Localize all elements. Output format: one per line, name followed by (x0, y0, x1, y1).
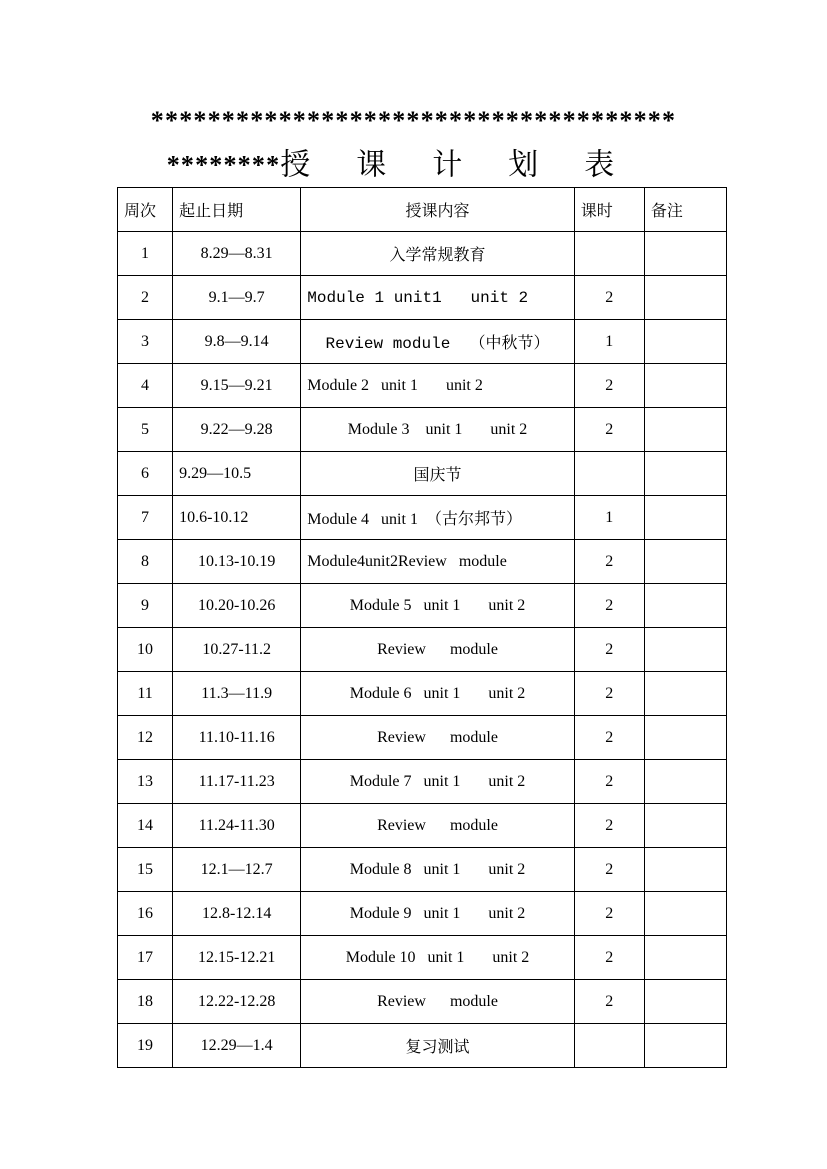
table-row (118, 936, 727, 980)
cell-hours: 1 (574, 320, 644, 364)
cell-dates: 12.1—12.7 (173, 848, 301, 892)
cell-notes (644, 980, 726, 1024)
column-header-dates: 起止日期 (173, 188, 301, 232)
cell-week: 15 (118, 848, 173, 892)
cell-week: 2 (118, 276, 173, 320)
table-row (118, 760, 727, 804)
cell-hours (574, 1024, 644, 1068)
cell-dates: 11.24-11.30 (173, 804, 301, 848)
table-header-row (118, 188, 727, 232)
cell-hours: 2 (574, 848, 644, 892)
cell-notes (644, 452, 726, 496)
cell-content: 复习测试 (301, 1024, 574, 1068)
table-row (118, 496, 727, 540)
cell-week: 14 (118, 804, 173, 848)
cell-notes (644, 276, 726, 320)
cell-notes (644, 232, 726, 276)
cell-dates: 9.29—10.5 (173, 452, 301, 496)
cell-dates: 10.27-11.2 (173, 628, 301, 672)
cell-content: Module 10 unit 1 unit 2 (301, 936, 574, 980)
table-row (118, 804, 727, 848)
cell-week: 11 (118, 672, 173, 716)
table-row (118, 980, 727, 1024)
cell-dates: 10.20-10.26 (173, 584, 301, 628)
cell-content: Review module (301, 804, 574, 848)
table-row (118, 364, 727, 408)
cell-content: Review module (301, 980, 574, 1024)
cell-notes (644, 584, 726, 628)
table-row (118, 584, 727, 628)
cell-dates: 11.17-11.23 (173, 760, 301, 804)
cell-hours: 2 (574, 980, 644, 1024)
title-line (0, 143, 827, 187)
cell-week: 13 (118, 760, 173, 804)
cell-content: 国庆节 (301, 452, 574, 496)
cell-hours: 2 (574, 804, 644, 848)
cell-hours: 1 (574, 496, 644, 540)
cell-week: 3 (118, 320, 173, 364)
cell-dates: 8.29—8.31 (173, 232, 301, 276)
teaching-plan-table (117, 187, 727, 1068)
cell-week: 10 (118, 628, 173, 672)
cell-content: Module 4 unit 1 （古尔邦节） (301, 496, 574, 540)
cell-notes (644, 716, 726, 760)
table-row (118, 540, 727, 584)
cell-dates: 9.22—9.28 (173, 408, 301, 452)
cell-hours: 2 (574, 364, 644, 408)
cell-hours: 2 (574, 760, 644, 804)
cell-notes (644, 1024, 726, 1068)
cell-content: Module 5 unit 1 unit 2 (301, 584, 574, 628)
cell-hours: 2 (574, 672, 644, 716)
table-row (118, 408, 727, 452)
cell-notes (644, 364, 726, 408)
table-row (118, 276, 727, 320)
page-title: 授课计划表 (280, 147, 661, 183)
cell-dates: 12.15-12.21 (173, 936, 301, 980)
cell-notes (644, 848, 726, 892)
cell-content: Module 8 unit 1 unit 2 (301, 848, 574, 892)
cell-content: 入学常规教育 (301, 232, 574, 276)
cell-week: 5 (118, 408, 173, 452)
cell-hours: 2 (574, 892, 644, 936)
cell-dates: 11.3—11.9 (173, 672, 301, 716)
cell-week: 12 (118, 716, 173, 760)
column-header-content: 授课内容 (301, 188, 574, 232)
cell-hours: 2 (574, 716, 644, 760)
table-row (118, 320, 727, 364)
decorative-stars-line: ************************************* (150, 106, 677, 135)
cell-content: Review module （中秋节） (301, 320, 574, 364)
cell-hours: 2 (574, 628, 644, 672)
cell-dates: 11.10-11.16 (173, 716, 301, 760)
cell-dates: 10.13-10.19 (173, 540, 301, 584)
cell-content: Module 3 unit 1 unit 2 (301, 408, 574, 452)
table-row (118, 672, 727, 716)
cell-notes (644, 628, 726, 672)
cell-content: Module 7 unit 1 unit 2 (301, 760, 574, 804)
cell-week: 9 (118, 584, 173, 628)
cell-week: 6 (118, 452, 173, 496)
cell-notes (644, 496, 726, 540)
cell-hours (574, 232, 644, 276)
table-row (118, 232, 727, 276)
table-row (118, 848, 727, 892)
cell-content: Review module (301, 716, 574, 760)
table-row (118, 628, 727, 672)
cell-week: 1 (118, 232, 173, 276)
column-header-week: 周次 (118, 188, 173, 232)
cell-notes (644, 320, 726, 364)
cell-notes (644, 408, 726, 452)
cell-notes (644, 804, 726, 848)
cell-week: 17 (118, 936, 173, 980)
cell-hours (574, 452, 644, 496)
cell-notes (644, 936, 726, 980)
cell-hours: 2 (574, 540, 644, 584)
table-row (118, 716, 727, 760)
cell-week: 19 (118, 1024, 173, 1068)
cell-dates: 9.8—9.14 (173, 320, 301, 364)
cell-notes (644, 540, 726, 584)
cell-hours: 2 (574, 276, 644, 320)
cell-hours: 2 (574, 936, 644, 980)
cell-content: Review module (301, 628, 574, 672)
cell-week: 4 (118, 364, 173, 408)
cell-content: Module 2 unit 1 unit 2 (301, 364, 574, 408)
cell-dates: 12.22-12.28 (173, 980, 301, 1024)
column-header-notes: 备注 (644, 188, 726, 232)
cell-content: Module 1 unit1 unit 2 (301, 276, 574, 320)
cell-dates: 9.1—9.7 (173, 276, 301, 320)
cell-content: Module 9 unit 1 unit 2 (301, 892, 574, 936)
cell-week: 8 (118, 540, 173, 584)
cell-content: Module4unit2Review module (301, 540, 574, 584)
table-row (118, 452, 727, 496)
cell-hours: 2 (574, 584, 644, 628)
cell-dates: 9.15—9.21 (173, 364, 301, 408)
cell-hours: 2 (574, 408, 644, 452)
cell-week: 18 (118, 980, 173, 1024)
cell-notes (644, 760, 726, 804)
cell-dates: 12.8-12.14 (173, 892, 301, 936)
cell-week: 16 (118, 892, 173, 936)
table-row (118, 892, 727, 936)
cell-notes (644, 672, 726, 716)
cell-notes (644, 892, 726, 936)
cell-dates: 10.6-10.12 (173, 496, 301, 540)
cell-content: Module 6 unit 1 unit 2 (301, 672, 574, 716)
cell-dates: 12.29—1.4 (173, 1024, 301, 1068)
decorative-stars-prefix: ******** (166, 150, 281, 180)
table-row (118, 1024, 727, 1068)
cell-week: 7 (118, 496, 173, 540)
column-header-hours: 课时 (574, 188, 644, 232)
